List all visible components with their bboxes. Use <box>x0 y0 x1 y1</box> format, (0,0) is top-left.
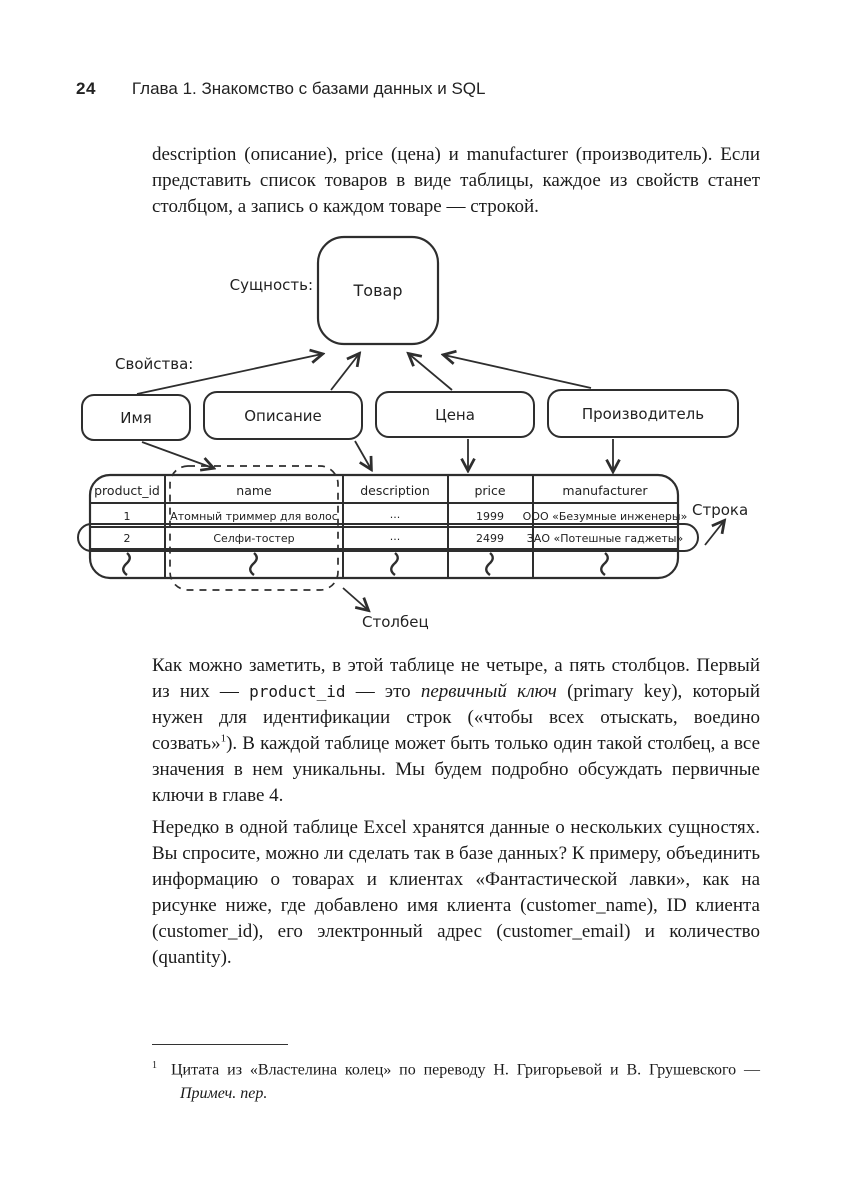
cell: 1999 <box>476 510 504 523</box>
page-number: 24 <box>76 79 96 98</box>
cell: 1 <box>123 510 131 523</box>
table-row <box>124 530 684 545</box>
cell: ... <box>389 508 401 521</box>
cell: Селфи-тостер <box>213 532 295 545</box>
cell: ЗАО «Потешные гаджеты» <box>526 532 684 545</box>
cell: 2499 <box>476 532 504 545</box>
col-header-name: name <box>236 483 272 498</box>
paragraph-primary-key <box>152 653 760 809</box>
col-header-manufacturer: manufacturer <box>562 483 648 498</box>
paragraph-text: Нередко в одной таблице Excel хранятся данные о нескольких сущностях. Вы спросите, можно ли сделать так в базе данных? К примеру, объединить информацию о товарах и клиентах «Фантастической лавки», как на рисунке ниже, где добавлено имя клиента (customer_name), ID клиента (customer_id), его электронный адрес (customer_email) и количество (quantity). <box>152 817 760 968</box>
row-callout-arrow <box>705 521 724 545</box>
arrows-to-table <box>142 439 613 471</box>
col-header-price: price <box>474 483 506 498</box>
paragraph-text: description (описание), price (цена) и manufacturer (производитель). Если представить список товаров в виде таблицы, каждое из свойств станет столбцом, а запись о каждом товаре — строкой. <box>152 144 760 217</box>
footnote <box>152 1054 760 1106</box>
running-header <box>76 79 766 99</box>
paragraph-excel-entities <box>152 815 760 971</box>
row-label: Строка <box>692 501 749 519</box>
text-segment: ). В каждой таблице может быть только один такой столбец, а все значения в нем уникальны. Мы будем подробно обсуждать первичные ключи в главе 4. <box>152 733 760 806</box>
text-segment: (primary key), который нужен для идентификации строк («чтобы всех отыскать, воедино созвать» <box>152 681 760 754</box>
paragraph-properties-intro <box>152 142 760 220</box>
column-label: Столбец <box>362 613 429 631</box>
column-callout-arrow <box>343 588 368 610</box>
properties-label: Свойства: <box>115 355 194 373</box>
cell: Атомный триммер для волос <box>170 510 338 523</box>
entity-diagram <box>75 228 775 640</box>
footnote-divider <box>152 1044 288 1045</box>
text-segment: — это <box>345 681 421 702</box>
footnote-reference: 1 <box>220 732 227 745</box>
term-primary-key: первичный ключ <box>420 681 557 702</box>
continuation-squiggles <box>123 553 608 575</box>
cell: ... <box>389 530 401 543</box>
text-segment: Как можно заметить, в этой таблице не четыре, а пять столбцов. Первый из них — <box>152 655 760 702</box>
property-label-manufacturer: Производитель <box>581 405 705 423</box>
col-header-product-id: product_id <box>94 483 160 498</box>
arrows-to-entity <box>137 354 591 394</box>
chapter-title: Глава 1. Знакомство с базами данных и SQL <box>131 79 486 98</box>
table-header-row <box>94 483 648 498</box>
entity-label: Сущность: <box>229 276 313 294</box>
property-label-price: Цена <box>435 406 475 424</box>
entity-name: Товар <box>353 281 403 300</box>
footnote-marker: 1 <box>152 1060 157 1071</box>
property-label-description: Описание <box>244 407 322 425</box>
cell: 2 <box>123 532 131 545</box>
cell: ООО «Безумные инженеры» <box>522 510 688 523</box>
products-table <box>90 475 687 578</box>
entity-diagram-svg <box>75 228 775 640</box>
footnote-translator-note: Примеч. пер. <box>180 1085 268 1103</box>
col-header-description: description <box>360 483 430 498</box>
code-product-id: product_id <box>249 682 346 701</box>
table-row <box>124 508 688 523</box>
footnote-text: Цитата из «Властелина колец» по переводу Н. Григорьевой и В. Грушевского — <box>171 1061 760 1079</box>
property-label-name: Имя <box>120 409 152 427</box>
